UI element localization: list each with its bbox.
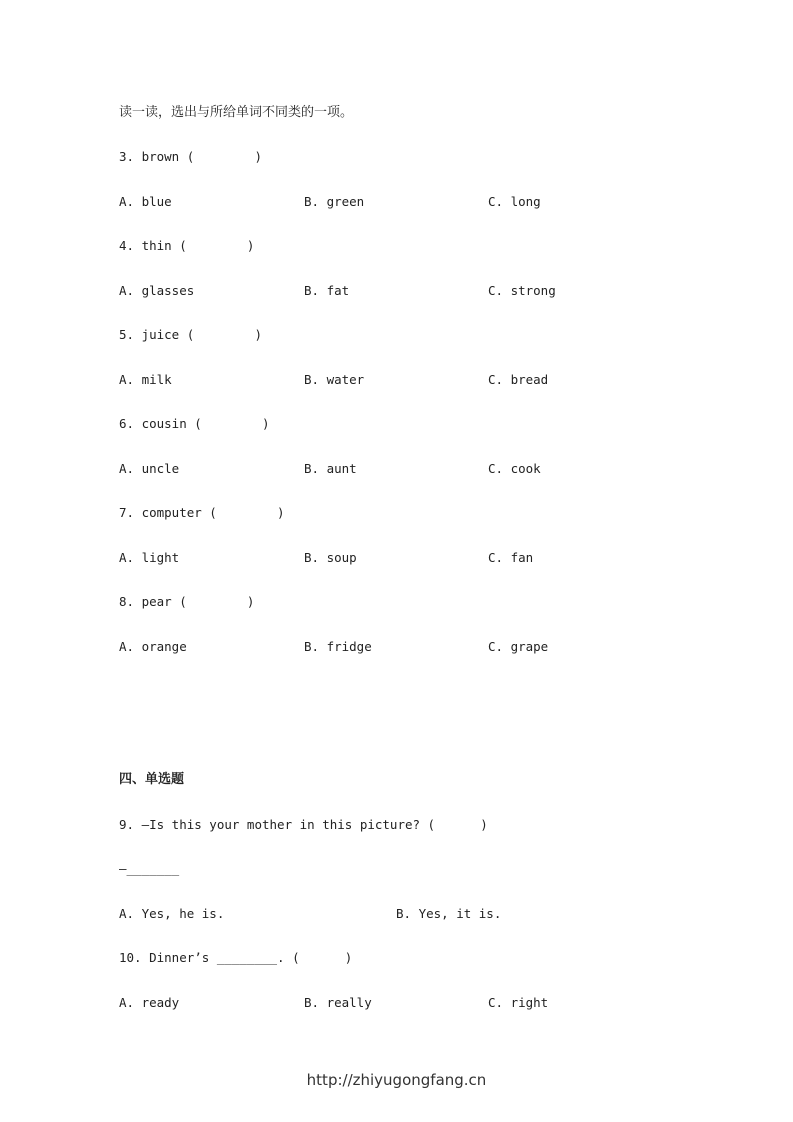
question-6-option-c: C. cook bbox=[488, 461, 541, 476]
question-8-stem: 8. pear ( ) bbox=[119, 594, 255, 609]
question-3-stem: 3. brown ( ) bbox=[119, 149, 262, 164]
question-3-option-b: B. green bbox=[304, 194, 365, 209]
question-10-stem: 10. Dinner’s ________. ( ) bbox=[119, 950, 353, 965]
question-4-option-a: A. glasses bbox=[119, 283, 195, 298]
question-6-stem: 6. cousin ( ) bbox=[119, 416, 270, 431]
question-8-option-a: A. orange bbox=[119, 639, 187, 654]
instruction-text: 读一读，选出与所给单词不同类的一项。 bbox=[119, 105, 354, 120]
question-5-option-a: A. milk bbox=[119, 372, 172, 387]
question-5-option-b: B. water bbox=[304, 372, 365, 387]
question-9-option-b: B. Yes, it is. bbox=[396, 906, 502, 921]
question-9-answer-line: —_______ bbox=[119, 861, 180, 876]
question-7-stem: 7. computer ( ) bbox=[119, 505, 285, 520]
question-5-stem: 5. juice ( ) bbox=[119, 327, 262, 342]
section-4-heading: 四、单选题 bbox=[119, 772, 185, 787]
question-3-option-c: C. long bbox=[488, 194, 541, 209]
question-8-option-c: C. grape bbox=[488, 639, 549, 654]
question-6-option-a: A. uncle bbox=[119, 461, 180, 476]
question-7-option-a: A. light bbox=[119, 550, 180, 565]
question-10-option-a: A. ready bbox=[119, 995, 180, 1010]
question-4-option-c: C. strong bbox=[488, 283, 556, 298]
question-9-stem: 9. —Is this your mother in this picture? ( ) bbox=[119, 817, 488, 832]
question-10-option-c: C. right bbox=[488, 995, 549, 1010]
question-4-option-b: B. fat bbox=[304, 283, 350, 298]
question-4-stem: 4. thin ( ) bbox=[119, 238, 255, 253]
question-6-option-b: B. aunt bbox=[304, 461, 357, 476]
question-7-option-c: C. fan bbox=[488, 550, 534, 565]
question-8-option-b: B. fridge bbox=[304, 639, 372, 654]
question-7-option-b: B. soup bbox=[304, 550, 357, 565]
question-9-option-a: A. Yes, he is. bbox=[119, 906, 225, 921]
question-3-option-a: A. blue bbox=[119, 194, 172, 209]
question-5-option-c: C. bread bbox=[488, 372, 549, 387]
footer-url: http://zhiyugongfang.cn bbox=[306, 1071, 487, 1089]
question-10-option-b: B. really bbox=[304, 995, 372, 1010]
